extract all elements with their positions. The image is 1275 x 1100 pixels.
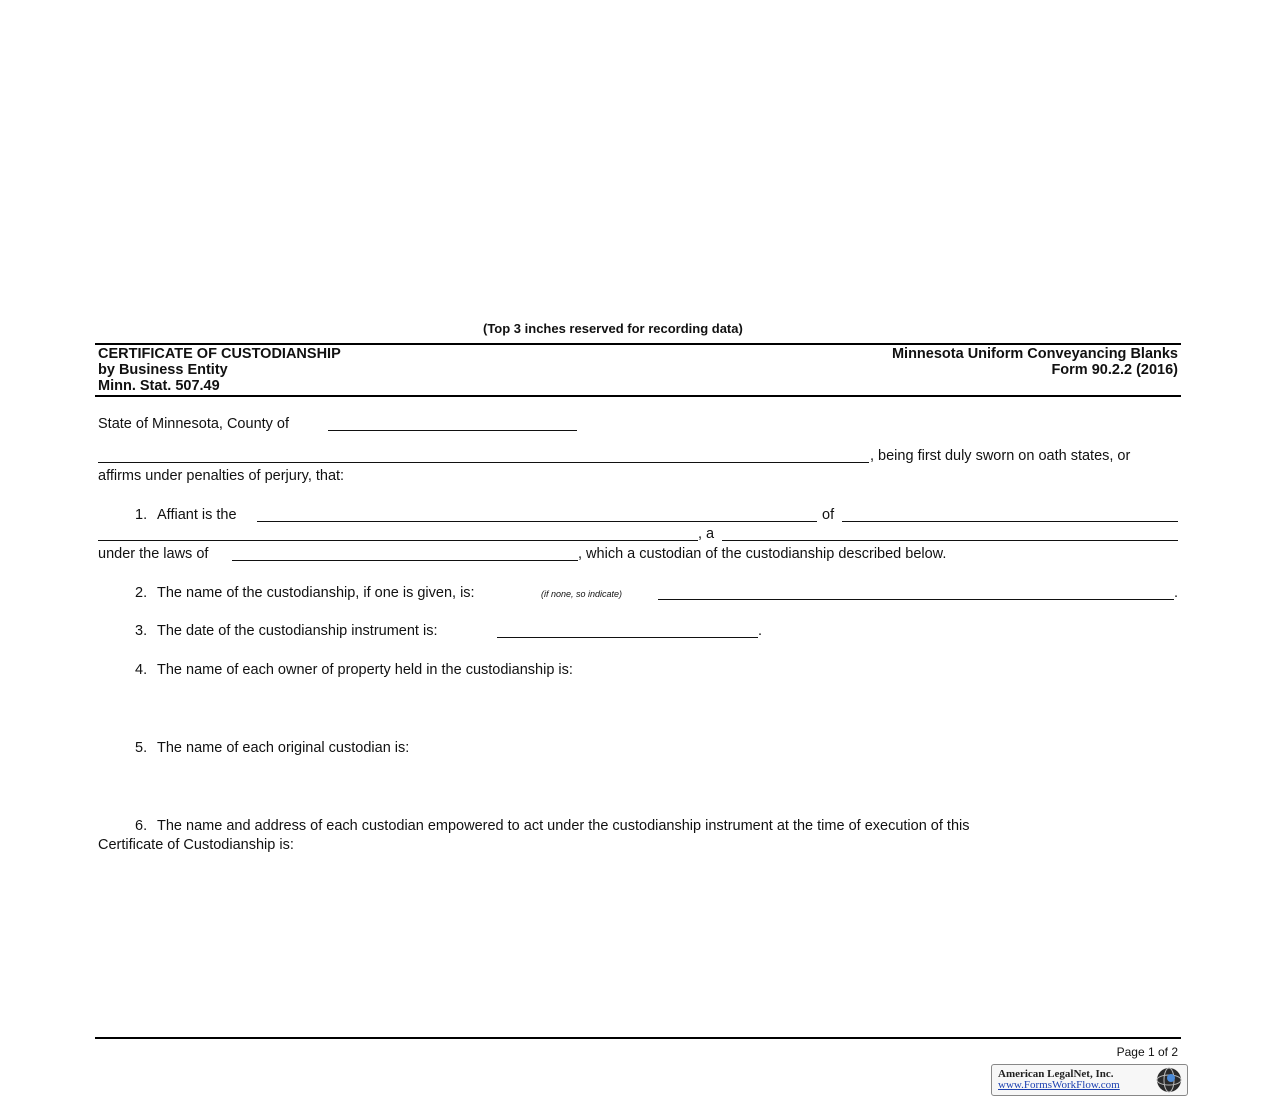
item2-end: . (1174, 585, 1179, 601)
form-series: Minnesota Uniform Conveyancing Blanks (891, 346, 1178, 362)
header-bottom-rule (95, 395, 1181, 397)
instrument-date-field[interactable] (497, 637, 758, 638)
item1-a: , a (698, 526, 715, 542)
item1-under-laws: under the laws of (98, 546, 209, 562)
logo-url[interactable]: www.FormsWorkFlow.com (998, 1079, 1120, 1091)
recording-note: (Top 3 inches reserved for recording data) (483, 321, 743, 336)
item4-text: The name of each owner of property held in the custodianship is: (157, 662, 573, 678)
item3-end: . (758, 623, 763, 639)
globe-icon (1152, 1066, 1184, 1094)
item4-number: 4. (135, 662, 148, 678)
affiant-title-field[interactable] (257, 521, 817, 522)
header-top-rule (95, 343, 1181, 345)
item6-number: 6. (135, 818, 148, 834)
logo-company: American LegalNet, Inc. (998, 1068, 1114, 1080)
item1-lead: Affiant is the (157, 507, 237, 523)
item1-tail: , which a custodian of the custodianship described below. (578, 546, 947, 562)
item6-text: The name and address of each custodian empowered to act under the custodianship instrument at the time of execution of this (157, 818, 970, 834)
item5-text: The name of each original custodian is: (157, 740, 410, 756)
item5-number: 5. (135, 740, 148, 756)
item2-text: The name of the custodianship, if one is given, is: (157, 585, 475, 601)
footer-rule (95, 1037, 1181, 1039)
custodianship-name-field[interactable] (658, 599, 1174, 600)
form-title: CERTIFICATE OF CUSTODIANSHIP (98, 346, 341, 362)
affirms-text: affirms under penalties of perjury, that: (98, 468, 345, 484)
item2-number: 2. (135, 585, 148, 601)
item1-number: 1. (135, 507, 148, 523)
statute-reference: Minn. Stat. 507.49 (98, 378, 220, 394)
sworn-text: , being first duly sworn on oath states, or (870, 448, 1131, 464)
state-county-label: State of Minnesota, County of (98, 416, 290, 432)
item3-text: The date of the custodianship instrument is: (157, 623, 438, 639)
entity-type-field[interactable] (722, 540, 1178, 541)
item3-number: 3. (135, 623, 148, 639)
american-legalnet-logo[interactable] (991, 1064, 1188, 1096)
jurisdiction-field[interactable] (232, 560, 578, 561)
form-number: Form 90.2.2 (2016) (1051, 362, 1178, 378)
affiant-name-field[interactable] (98, 462, 869, 463)
item6-text-cont: Certificate of Custodianship is: (98, 837, 294, 853)
county-field[interactable] (328, 430, 577, 431)
item2-hint: (if none, so indicate) (541, 589, 623, 599)
item1-of: of (822, 507, 835, 523)
form-subtitle: by Business Entity (98, 362, 228, 378)
page-number: Page 1 of 2 (1116, 1045, 1178, 1059)
entity-name-field-cont[interactable] (98, 540, 698, 541)
entity-name-field[interactable] (842, 521, 1178, 522)
